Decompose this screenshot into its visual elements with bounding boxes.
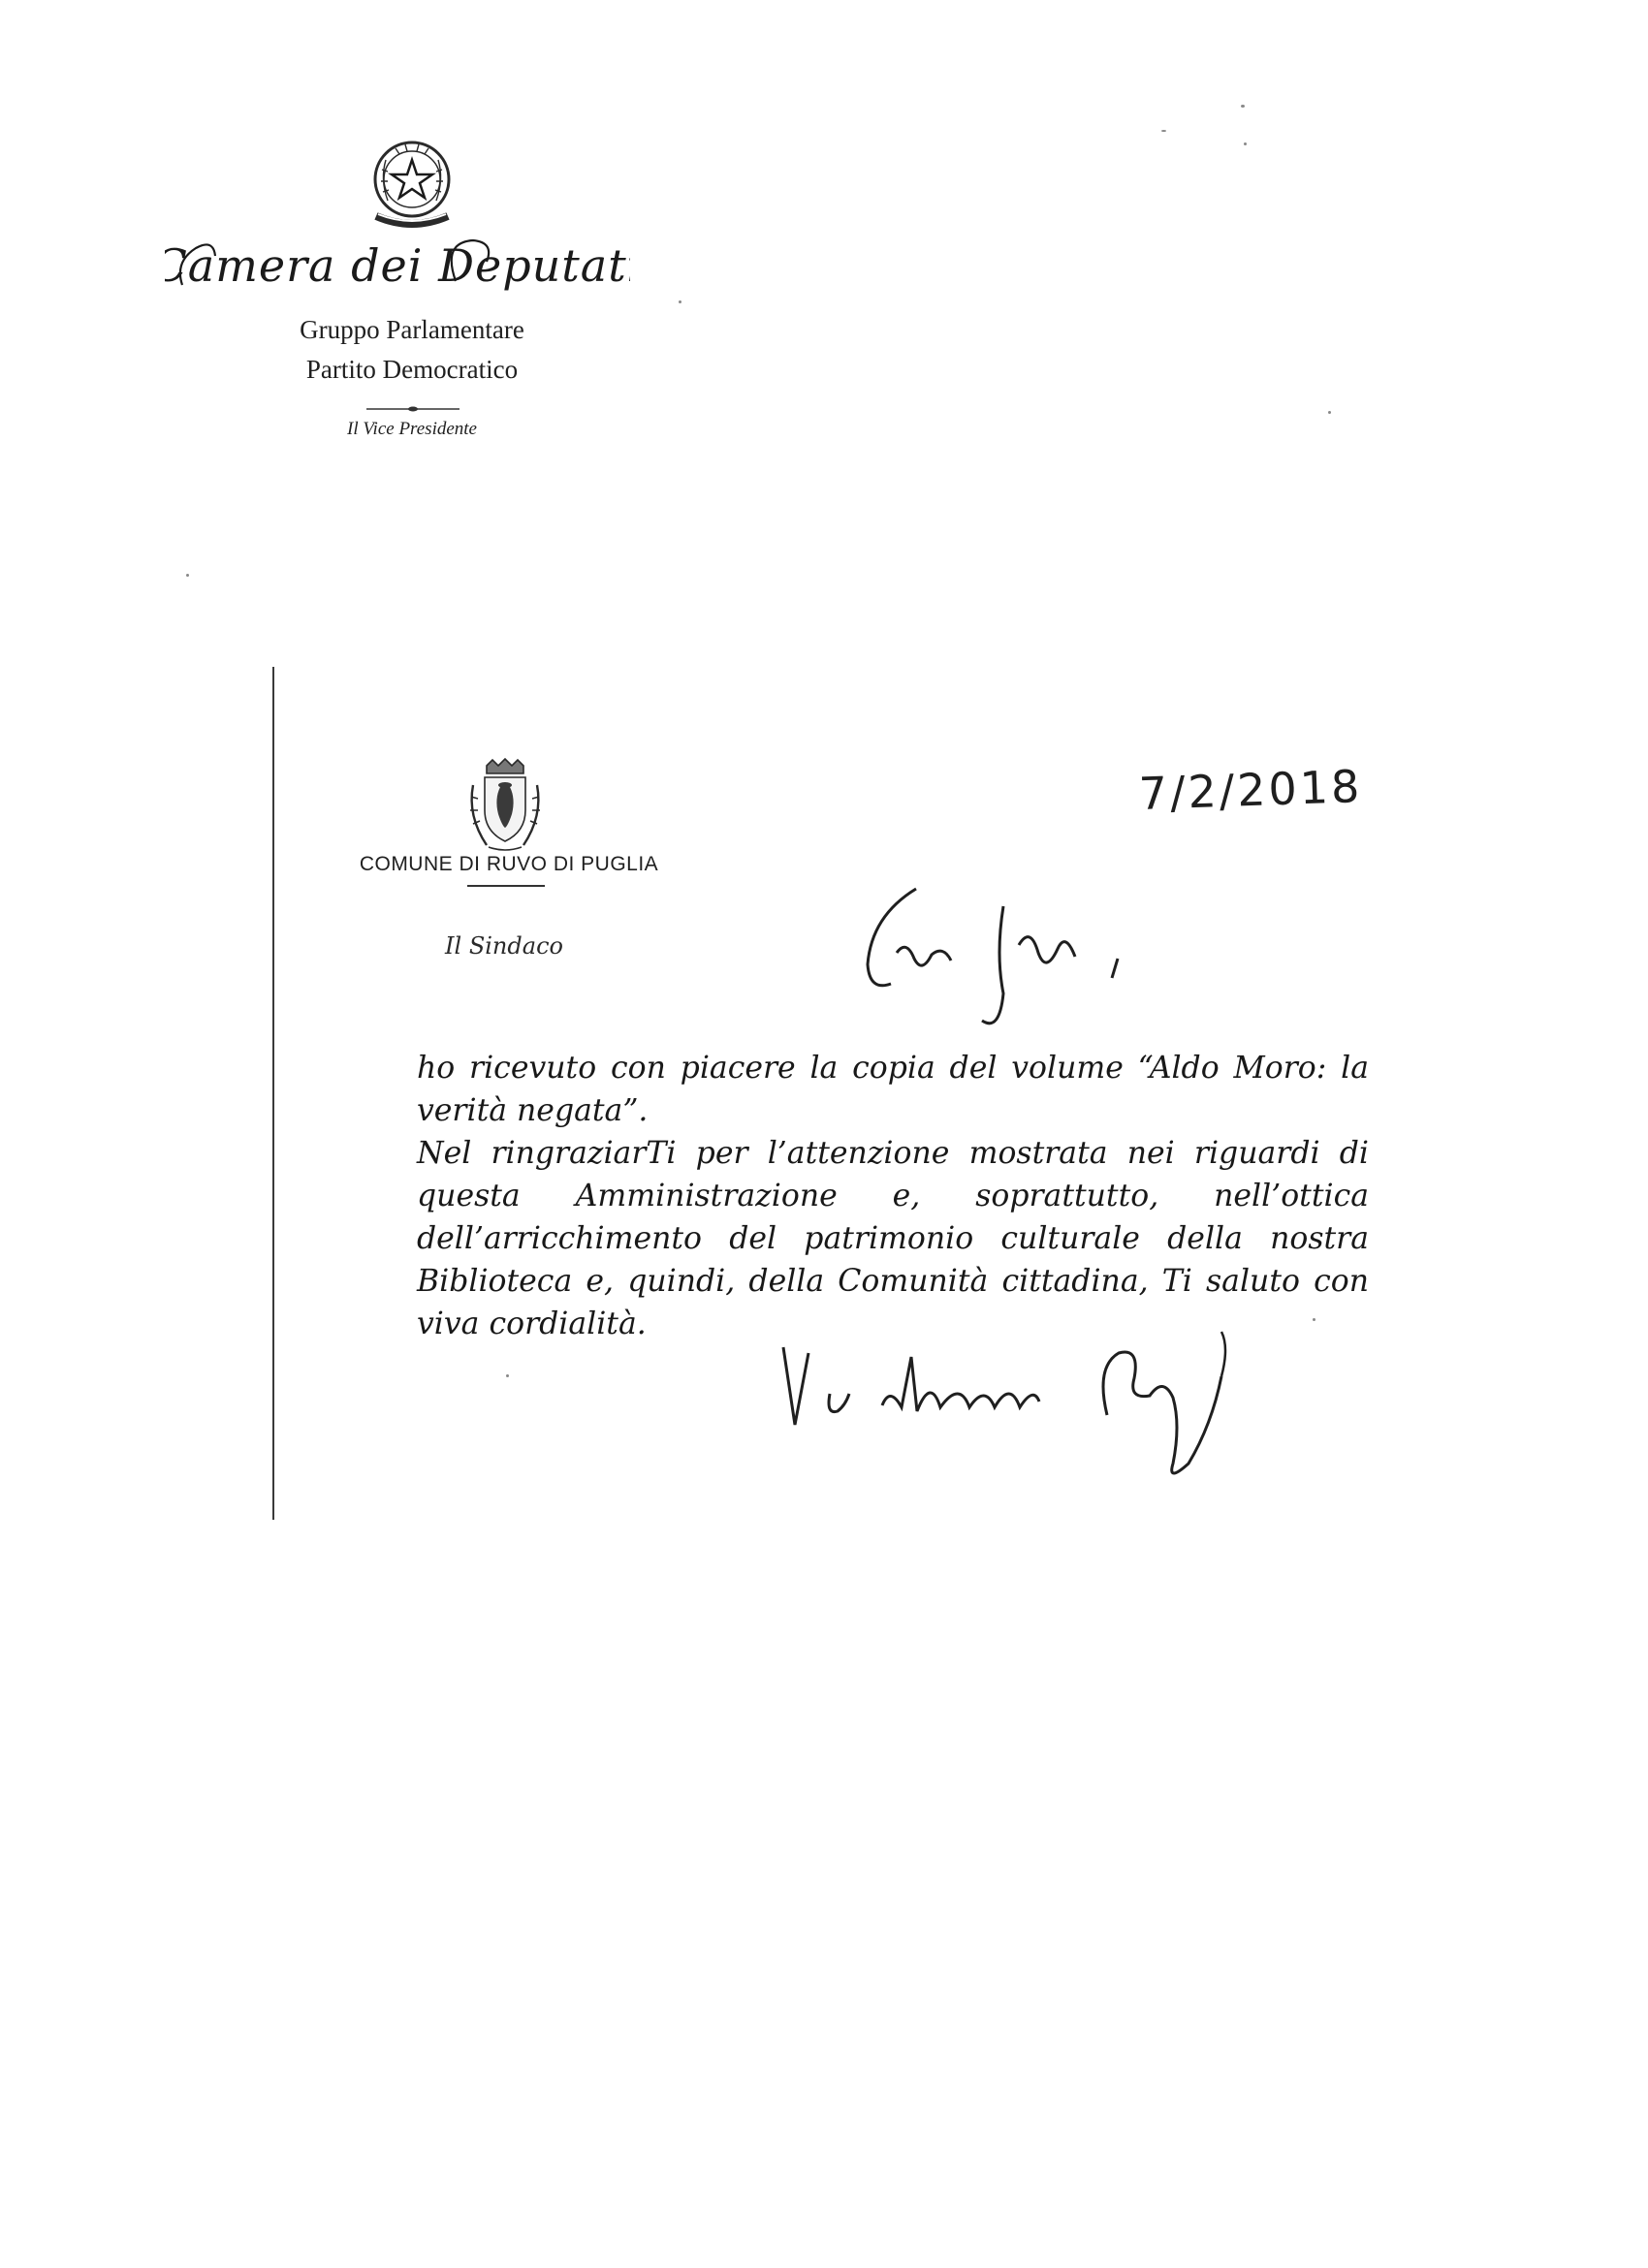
scan-speck <box>186 574 189 577</box>
svg-text:Vito Nicola Ottombrino: Vito Nicola Ottombrino <box>968 1468 1106 1482</box>
scan-speck <box>1241 105 1245 108</box>
scan-speck <box>1313 1318 1315 1321</box>
camera-dei-deputati-title <box>165 223 630 310</box>
handwritten-signature <box>766 1318 1309 1483</box>
svg-text:Caro Gero,: Caro Gero, <box>970 1026 1036 1040</box>
group-line-1: Gruppo Parlamentare <box>300 315 524 344</box>
handwritten-date <box>1134 751 1367 824</box>
scan-speck <box>1161 130 1166 132</box>
municipality-name: COMUNE DI RUVO DI PUGLIA <box>359 853 659 875</box>
handwritten-salutation <box>858 877 1149 1042</box>
mayor-title <box>407 921 601 969</box>
letter-body <box>417 1047 1369 1345</box>
svg-text:Il Sindaco: Il Sindaco <box>445 932 563 960</box>
scan-speck <box>506 1374 509 1377</box>
letterhead-divider <box>366 405 460 413</box>
italian-republic-emblem-icon <box>357 131 467 234</box>
body-paragraph-1: ho ricevuto con piacere la copia del volume “Aldo Moro: la verità negata”. <box>417 1051 1369 1128</box>
role-title: Il Vice Presidente <box>347 419 477 439</box>
parliamentary-group <box>223 310 601 390</box>
scan-speck <box>1328 411 1331 414</box>
ruvo-coat-of-arms-icon <box>465 758 545 855</box>
group-line-2: Partito Democratico <box>305 355 519 384</box>
scan-speck <box>1244 142 1247 145</box>
margin-rule <box>272 667 274 1520</box>
svg-text:Camera dei Deputati: Camera dei Deputati <box>165 239 630 292</box>
svg-text:7/2/2018: 7/2/2018 <box>1137 759 1364 821</box>
scan-speck <box>679 300 681 303</box>
municipality-divider <box>467 885 545 887</box>
body-paragraph-2: Nel ringraziarTi per l’attenzione mostrata nei riguardi di questa Amministrazione e, soprattutto, nell’ottica dell’arricchimento del patrimonio culturale della nostra Biblioteca e, quindi, della Comunità cittadina, Ti saluto con viva cordialità. <box>417 1136 1369 1341</box>
